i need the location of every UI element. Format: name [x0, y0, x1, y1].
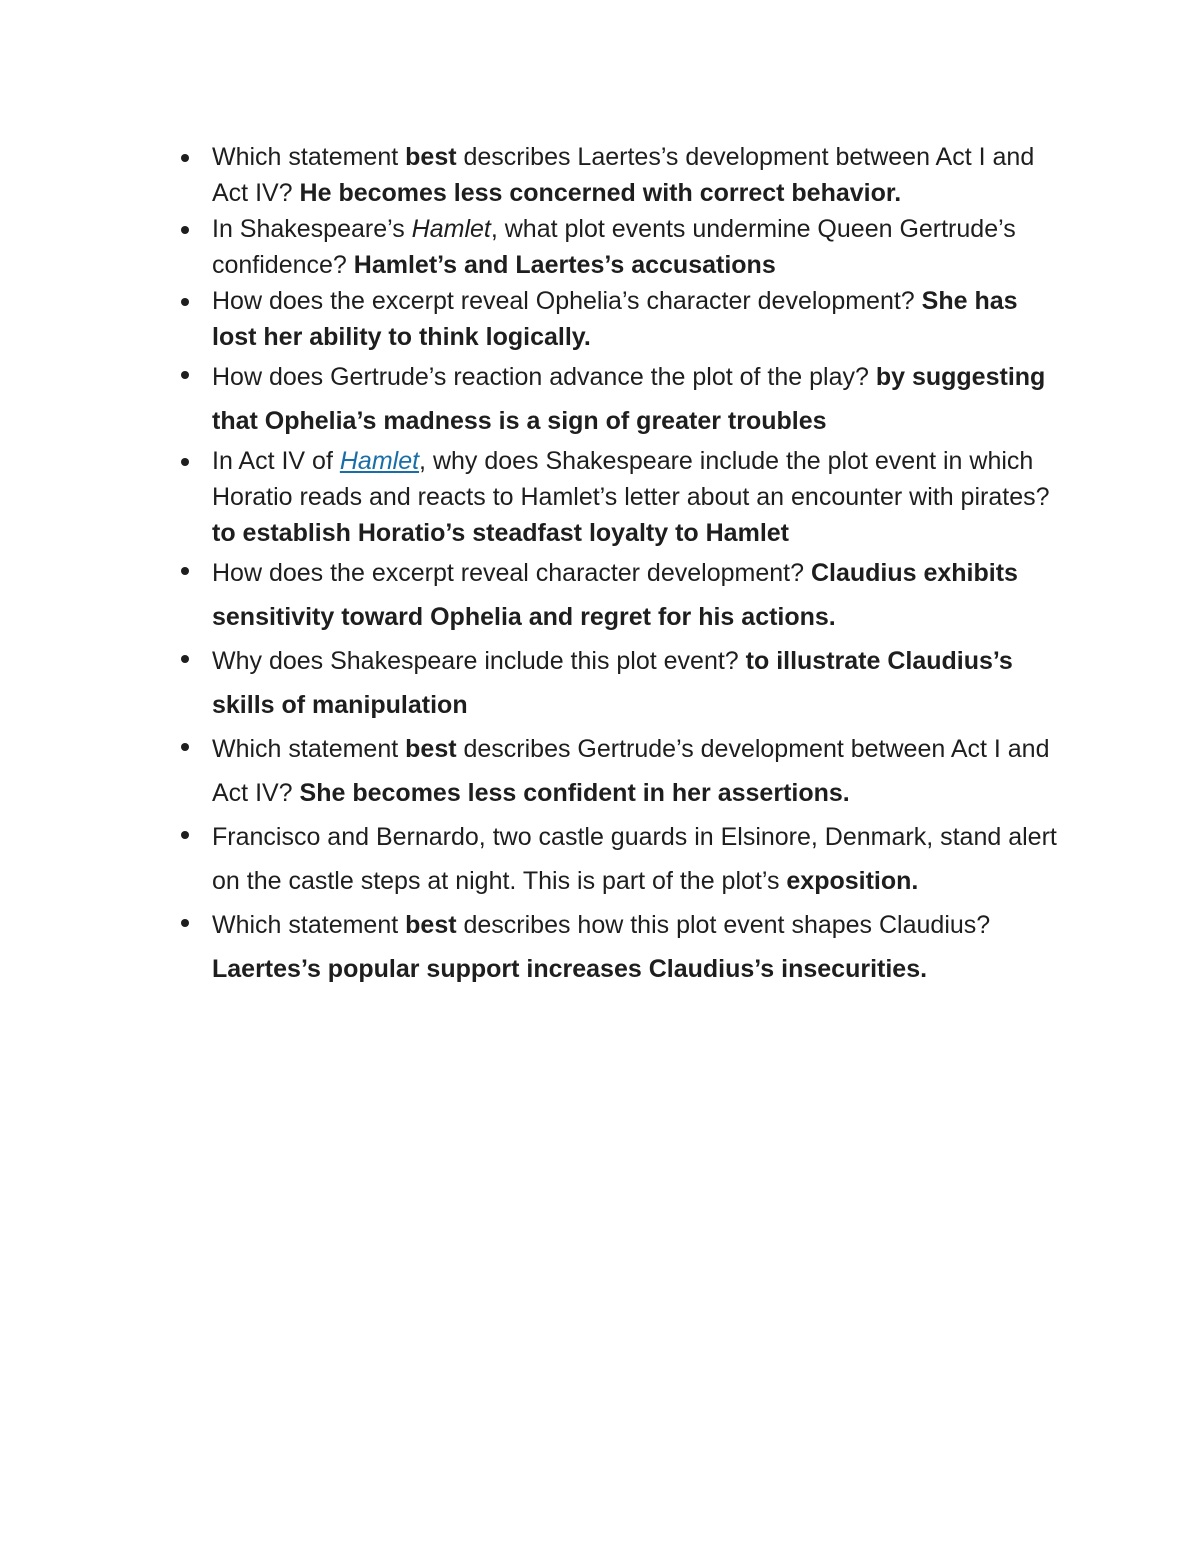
- answer-text: He becomes less concerned with correct behavior.: [299, 179, 902, 207]
- bullet-icon: [181, 458, 189, 466]
- bullet-icon: [181, 743, 189, 751]
- list-item: [178, 443, 1058, 551]
- hamlet-link[interactable]: Hamlet: [339, 447, 420, 475]
- question-text: describes Gertrude’s development between Act I and Act IV?: [212, 735, 1050, 807]
- question-text: In Shakespeare’s: [212, 215, 412, 243]
- bullet-icon: [181, 655, 189, 663]
- answer-text: She becomes less confident in her assertions.: [299, 779, 850, 807]
- question-text: In Act IV of: [212, 447, 340, 475]
- question-emphasis: best: [405, 143, 457, 171]
- list-item: [178, 355, 1058, 443]
- list-item: [178, 283, 1058, 355]
- bullet-icon: [181, 831, 189, 839]
- list-item: [178, 211, 1058, 283]
- answer-text: by suggesting that Ophelia’s madness is a sign of greater troubles: [212, 363, 1046, 435]
- question-text: , why does Shakespeare include the plot event in which Horatio reads and reacts to Hamlet’s letter about an encounter with pirates?: [212, 447, 1050, 511]
- list-item: [178, 139, 1058, 211]
- list-item: [178, 639, 1058, 727]
- list-item: [178, 815, 1058, 903]
- question-emphasis: best: [405, 911, 457, 939]
- question-text: How does the excerpt reveal Ophelia’s character development?: [212, 287, 922, 315]
- question-text: Which statement: [212, 911, 406, 939]
- list-item: [178, 903, 1058, 991]
- answer-text: Hamlet’s and Laertes’s accusations: [353, 251, 776, 279]
- question-text: describes Laertes’s development between Act I and Act IV?: [212, 143, 1035, 207]
- answer-text: She has lost her ability to think logically.: [212, 287, 1018, 351]
- question-text: How does the excerpt reveal character development?: [212, 559, 811, 587]
- bullet-icon: [181, 919, 189, 927]
- question-text: describes how this plot event shapes Claudius?: [456, 911, 991, 939]
- question-text: Why does Shakespeare include this plot event?: [212, 647, 746, 675]
- bullet-icon: [181, 226, 189, 234]
- bullet-icon: [181, 298, 189, 306]
- question-text: Which statement: [212, 735, 406, 763]
- list-item: [178, 551, 1058, 639]
- bullet-icon: [181, 154, 189, 162]
- question-text: , what plot events undermine Queen Gertrude’s confidence?: [212, 215, 1016, 279]
- question-text: Francisco and Bernardo, two castle guards in Elsinore, Denmark, stand alert on the castle steps at night. This is part of the plot’s: [212, 823, 1057, 895]
- answer-text: exposition.: [786, 867, 919, 895]
- list-item: [178, 727, 1058, 815]
- question-text: How does Gertrude’s reaction advance the plot of the play?: [212, 363, 876, 391]
- answer-text: Claudius exhibits sensitivity toward Ophelia and regret for his actions.: [212, 559, 1018, 631]
- bullet-icon: [181, 567, 189, 575]
- question-emphasis: best: [405, 735, 457, 763]
- question-text: Which statement: [212, 143, 406, 171]
- answer-text: to illustrate Claudius’s skills of manipulation: [212, 647, 1013, 719]
- question-answer-list: [178, 139, 1058, 991]
- play-title: Hamlet: [411, 215, 491, 243]
- answer-text: Laertes’s popular support increases Claudius’s insecurities.: [212, 955, 928, 983]
- bullet-icon: [181, 371, 189, 379]
- answer-text: to establish Horatio’s steadfast loyalty to Hamlet: [212, 519, 789, 547]
